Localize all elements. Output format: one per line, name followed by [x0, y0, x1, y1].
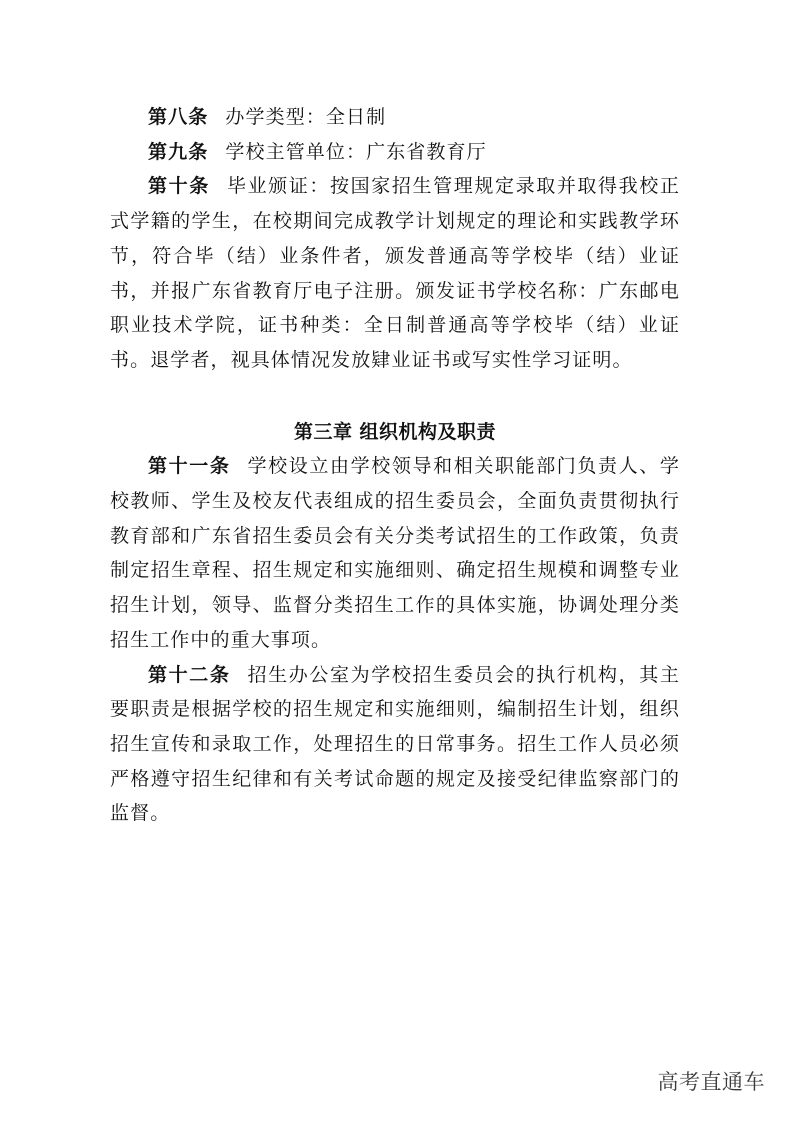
article-8 — [110, 100, 680, 135]
article-11 — [110, 449, 680, 657]
article-10-text: 毕业颁证：按国家招生管理规定录取并取得我校正式学籍的学生，在校期间完成教学计划规定的理论和实践教学环节，符合毕（结）业条件者，颁发普通高等学校毕（结）业证书，并报广东省教育厅电子注册。颁发证书学校名称：广东邮电职业技术学院，证书种类：全日制普通高等学校毕（结）业证书。退学者，视具体情况发放肄业证书或写实性学习证明。 — [110, 175, 680, 371]
article-9-text: 学校主管单位：广东省教育厅 — [225, 140, 487, 163]
article-12-text: 招生办公室为学校招生委员会的执行机构，其主要职责是根据学校的招生规定和实施细则，编制招生计划，组织招生宣传和录取工作，处理招生的日常事务。招生工作人员必须严格遵守招生纪律和有关考试命题的规定及接受纪律监察部门的监督。 — [110, 663, 680, 825]
article-10 — [110, 169, 680, 377]
chapter-title: 第三章 组织机构及职责 — [293, 420, 497, 443]
document-body — [110, 100, 680, 831]
article-9-title: 第九条 — [148, 140, 209, 163]
article-11-title: 第十一条 — [148, 455, 231, 478]
article-9 — [110, 135, 680, 170]
article-10-title: 第十条 — [148, 175, 210, 198]
article-11-text: 学校设立由学校领导和相关职能部门负责人、学校教师、学生及校友代表组成的招生委员会，全面负责贯彻执行教育部和广东省招生委员会有关分类考试招生的工作政策，负责制定招生章程、招生规定和实施细则、确定招生规模和调整专业招生计划，领导、监督分类招生工作的具体实施，协调处理分类招生工作中的重大事项。 — [110, 455, 680, 651]
article-12-title: 第十二条 — [148, 663, 231, 686]
article-8-title: 第八条 — [148, 106, 209, 128]
watermark-logo-text: 高考直通车 — [657, 1070, 765, 1094]
article-12 — [110, 658, 680, 832]
article-8-text: 办学类型：全日制 — [225, 106, 387, 128]
